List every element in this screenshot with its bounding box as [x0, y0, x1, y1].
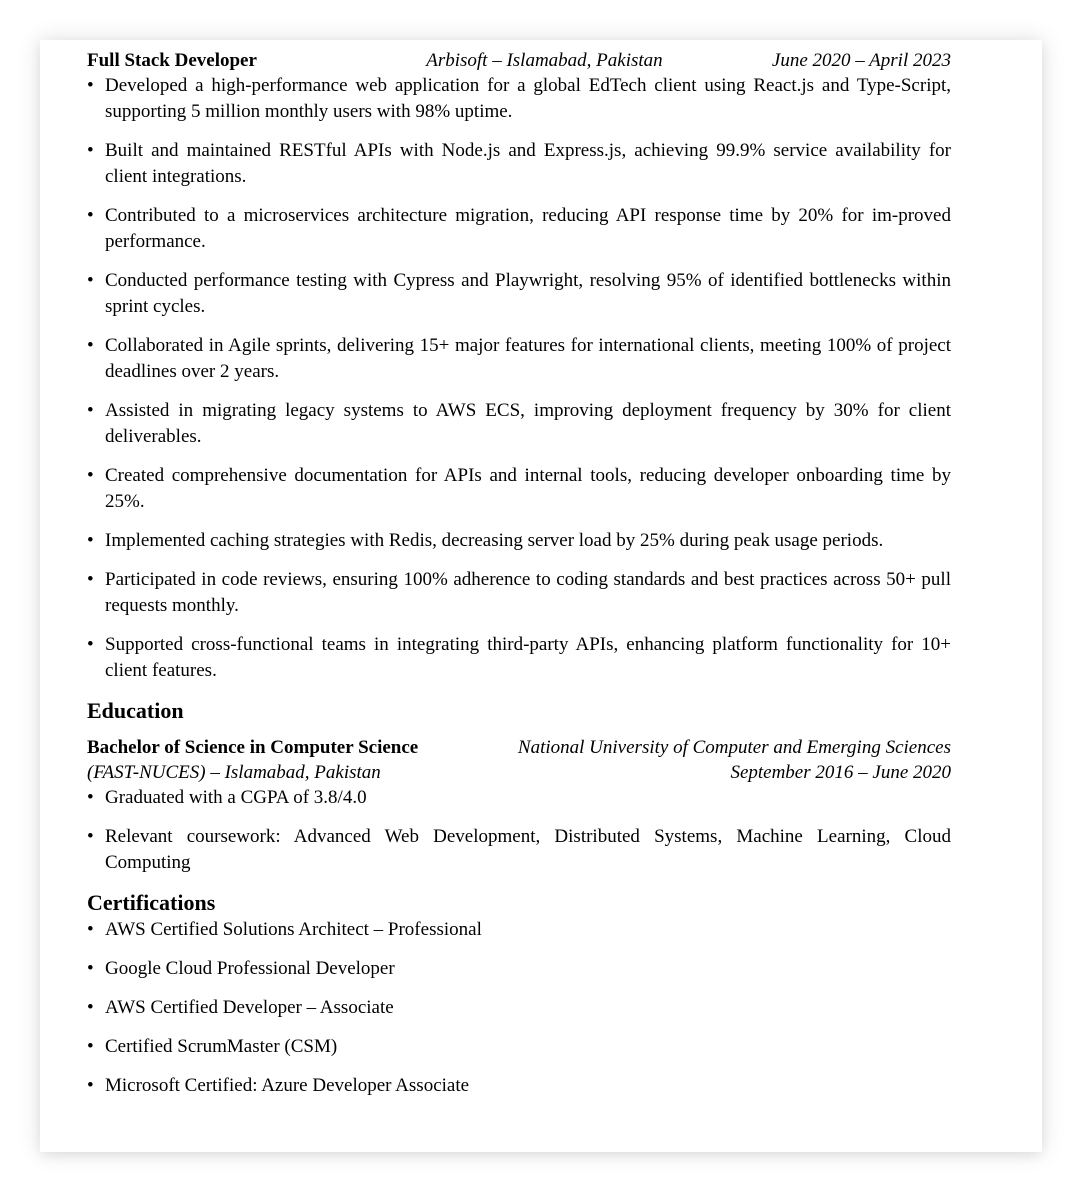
institution-location: (FAST-NUCES) – Islamabad, Pakistan [87, 762, 381, 783]
bullet-icon: • [87, 997, 94, 1018]
certifications-list [87, 917, 951, 1099]
bullet-icon: • [87, 569, 94, 590]
experience-bullet: • Developed a high-performance web application for a global EdTech client using React.js and Type-Script, supporting 5 million monthly users with 98% uptime. [87, 75, 951, 122]
bullet-icon: • [87, 465, 94, 486]
experience-bullet: • Contributed to a microservices architecture migration, reducing API response time by 20% for im-proved performance. [87, 205, 951, 252]
certification-item: • AWS Certified Solutions Architect – Professional [87, 917, 951, 943]
education-heading: Education [87, 698, 184, 723]
bullet-icon: • [87, 826, 94, 847]
bullet-icon: • [87, 787, 94, 808]
institution-name: National University of Computer and Emerging Sciences [517, 737, 951, 758]
certification-item: • Google Cloud Professional Developer [87, 956, 951, 982]
experience-header [87, 49, 951, 73]
education-bullets [87, 785, 951, 876]
job-dates: June 2020 – April 2023 [771, 50, 951, 71]
bullet-icon: • [87, 140, 94, 161]
bullet-icon: • [87, 1075, 94, 1096]
education-dates: September 2016 – June 2020 [730, 762, 951, 783]
job-title: Full Stack Developer [87, 50, 257, 71]
bullet-icon: • [87, 958, 94, 979]
experience-bullet: • Assisted in migrating legacy systems to AWS ECS, improving deployment frequency by 30% for client deliverables. [87, 400, 951, 447]
experience-bullet: • Built and maintained RESTful APIs with Node.js and Express.js, achieving 99.9% service availability for client integrations. [87, 140, 951, 187]
education-row-2 [87, 760, 951, 785]
experience-bullet: • Supported cross-functional teams in integrating third-party APIs, enhancing platform functionality for 10+ client features. [87, 634, 951, 681]
education-row-1 [87, 735, 951, 760]
bullet-icon: • [87, 530, 94, 551]
education-entry [87, 735, 951, 785]
bullet-icon: • [87, 205, 94, 226]
experience-bullet: • Conducted performance testing with Cypress and Playwright, resolving 95% of identified bottlenecks within sprint cycles. [87, 270, 951, 317]
experience-bullet: • Collaborated in Agile sprints, delivering 15+ major features for international clients, meeting 100% of project deadlines over 2 years. [87, 335, 951, 382]
education-bullet: • Relevant coursework: Advanced Web Development, Distributed Systems, Machine Learning, Cloud Computing [87, 826, 951, 873]
bullet-icon: • [87, 335, 94, 356]
certifications-heading: Certifications [87, 890, 216, 915]
bullet-icon: • [87, 634, 94, 655]
company-location: Arbisoft – Islamabad, Pakistan [426, 50, 663, 71]
experience-bullets [87, 73, 951, 684]
experience-bullet: • Participated in code reviews, ensuring 100% adherence to coding standards and best practices across 50+ pull requests monthly. [87, 569, 951, 616]
bullet-icon: • [87, 400, 94, 421]
bullet-icon: • [87, 1036, 94, 1057]
bullet-icon: • [87, 919, 94, 940]
experience-bullet: • Created comprehensive documentation for APIs and internal tools, reducing developer onboarding time by 25%. [87, 465, 951, 512]
bullet-icon: • [87, 270, 94, 291]
certification-item: • Certified ScrumMaster (CSM) [87, 1034, 951, 1060]
education-bullet: • Graduated with a CGPA of 3.8/4.0 [87, 785, 951, 811]
experience-bullet: • Implemented caching strategies with Redis, decreasing server load by 25% during peak usage periods. [87, 528, 951, 554]
resume-page [40, 40, 1042, 1152]
certification-item: • AWS Certified Developer – Associate [87, 995, 951, 1021]
degree-title: Bachelor of Science in Computer Science [87, 737, 419, 758]
certification-item: • Microsoft Certified: Azure Developer Associate [87, 1073, 951, 1099]
resume-content [87, 49, 951, 1112]
bullet-icon: • [87, 75, 94, 96]
